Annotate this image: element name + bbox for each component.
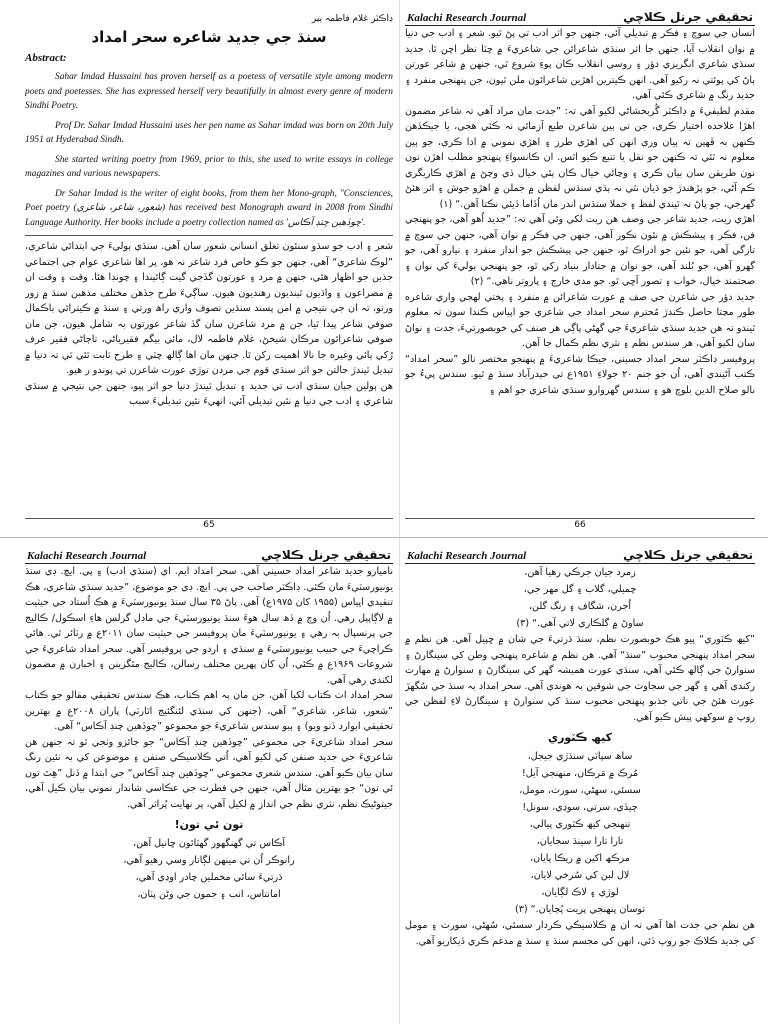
body-paragraph: ”کيھ ڪٽوري“ پيو ھڪ خوبصورت نظم، سنڌ ڌرتيءَ جي شان ۾ ڇپيل آھي. ھن نظم ۾ سحر امداد پنھنجي محبوب ”سنڌ“ آھي. ھن نظم ۾ شاعره پنھنجي وطن کي سينگارڻ ۽ سنوارڻ جي ڳالھ ڪئي آھي، سنڌي عورت ھميشہ گھر کي سينگارڻ ۽ سنوارڻ ۾ مھارت رکندي آھي ۽ گھر جي سجاوٽ جي شوقين بہ ھوندي آھي. سحر امداد بہ سنڌ جي سُگھڙ عورت ھئڻ جي ناتي جذبو پنھنجي محبوب سنڌ کي سنوارڻ ۽ سينگارڻ لاءِ لفظن جي روپ ۾ سوکھي پيش ڪيو آھي. — [405, 634, 755, 723]
poem-title: تون ئي تون! — [174, 818, 244, 831]
page-66 — [405, 8, 755, 530]
poem-line: چميلي، گلاب ۽ گل مهر جي، — [523, 584, 637, 595]
poem-line: اُجرن، شگاف ۽ رنگ گلن، — [528, 601, 632, 612]
poem-line: ساھ سپاٽي سنڌڙي جيجل، — [527, 751, 633, 762]
abstract-paragraph: She started writing poetry from 1969, prior to this, she used to write essays in college magazines and various newspapers. — [25, 154, 393, 179]
article-title: سنڌ جي جديد شاعره سحر امداد — [91, 28, 327, 46]
poem-line: ڌرتيءَ سائي مخمليں چادر اوڍي آھي، — [135, 872, 283, 883]
page-65 — [25, 8, 393, 530]
body-paragraph: اھڙي ريت، جديد شاعر جي وصف ھن ريت لکي وئي آھي تہ: ”جديد اُھو آھي، جو پنھنجي فن، فڪر ۽ پيشڪش ۾ نئون نڪور آھي، جنھن جي فڪر ۾ نوان آھي، جنھن جي سوچ ۾ تازگي آھي، جو نئين جو ادراڪ ٿو، جنھن جي پيشڪش جو انداز منفرد ۽ نيارو آھي، جو گھرو آھي، جو بُلند آھي، جو نوان ۾ جتادار بنياد رکي ٿو، جو پنھنجي ٻوليءَ کي نوان ۽ صحتمند خيال، خواب ۽ تصور آڇي ٿو. جو مدي خارج ۽ پاروتر ناھي.“ (۲) — [405, 214, 755, 287]
center-fold — [399, 0, 400, 1024]
poem-line: ساوڻ ۾ گلڪاري لاتي آھي.“ (۳) — [516, 618, 644, 629]
body-paragraph: ھن ٻولين جيان سنڌي ادب تي جديد ۽ تبديل ٿيندڙ دنيا جو اثر پيو، جنھن جي نتيجي ۾ سنڌي شاعري ۽ ادب جي دنيا ۾ نئين تبديلي آئي، انھيءَ نئين تبديليءَ سبب — [25, 380, 393, 407]
poem-line: ڄيڏي، سرتي، سوڍي، سونل! — [522, 802, 638, 813]
body-paragraph: شعر ۽ ادب جو سڌو سنئون تعلق انساني شعور سان آهي. سنڌي ٻوليءَ جي ابتدائي شاعري، ”لوڪ شاعري“ آهي، جنھن جو ڪو خاص فرد شاعر نہ ھو، پر اھا شاعري عوام جي اجتماعي جذبن جو اظھار ھئي، جنھن ۾ مرد ۽ عورتون گڏجي گيت ڳائيندا ۽ چونڊا ھئا. وقت ۽ وقت ان ۾ مصراعون ۽ واڌيون ٿينديون رهنديون ھيون. ساڳيءَ طرح جڏھن مختلف مذھبن سنڌ ۾ زور ورتو، تہ ان جي نتيجي ۾ امن پسند سنڌين تصوف واري راھ ورتي ۽ سنڌ ۾ ڪيترائي باڪمال صوفي شاعر پيدا ٿيا، جن ۾ مرد شاعرن سان گڏ شاعر عورتون بہ شامل ھيون، جن مان صوفي شاعرائون مرڪان شيخڻ، غلام فاطمہ لال، مائي بيگم فقيرياڻي، تاڄاڻي فقير عرف رُکي ٻائي وغيره جا نالا اهميت رکن ٿا. جنھن مان اھا ڳالھ چٽي ۽ طرح ثابت ٿئي ٿي تہ دنيا ۾ تبديل ٿيندڙ حالتن جو اثر سنڌي قوم جي مردن توڙي عورت شاعرن تي پوندو ر ھيو. — [25, 241, 393, 376]
divider — [25, 235, 393, 236]
body-paragraph: جديد دؤر جي شاعرن جي صف ۾ عورت شاعرائن ۾ منفرد ۽ پختي لھجي واري شاعره طور مڃتا حاصل ڪندڙ مُحترم سحر امداد جي شاعري جو اپياس ڪندا سون تہ معلوم ٿيندو تہ ھن جديد سنڌي شاعريءَ جي گھڻي پاڳي ھر صنف کي خوبصورتيءَ، جدت ۽ نواڻ سان لکيو آھي، ھر سندس نظم ۽ نثري نظم ڪمال جا آھن. — [405, 291, 755, 349]
journal-name-en: Kalachi Research Journal — [27, 550, 147, 562]
poem-line: تارا تارا سينڌ سجايان، — [536, 836, 624, 847]
poem-line: زمرد جيان جرڪي رھيا آھن، — [524, 567, 636, 578]
page-67 — [25, 546, 393, 1022]
body-paragraph: سحر امداد اٺ ڪتاب لکيا آھن، جن مان ٻہ اھم ڪتاب، ھڪ سندس تحقيقي مقالو جو ڪتاب ”شعور، شاعر، شاعري“ آھي، (جنھن کي سنڌي لئنگئيج اٿارٽي) پاران ۲۰۰۸ع ۾ بھترين تحقيقي ايوارڊ ڏنو ويو) ۽ ٻيو سندس شاعريءَ جو مجموعو ”چوڏھين چنڊ آڪاس“ آھي. — [25, 690, 393, 732]
horizontal-fold — [0, 537, 768, 538]
abstract-paragraph: Sahar Imdad Hussaini has proven herself as a poetess of versatile style among modern poets and poetesses. She has expressed herself very beautifully in almost every genre of modern Sindhi Poetry. — [25, 72, 393, 111]
body-paragraph: ناميارو جديد شاعر امداد حسيني آھي. سحر امداد ايم. اي (سنڌي ادب) ۽ پي. ايچ. ڊي سنڌ يونيورسٽيءَ مان ڪئي. ڊاڪٽر صاحب جي پي. ايچ. ڊي جو موضوع، ”جديد سنڌي شاعري، ھڪ تنقيدي اڀياس (۱۹۵۵ کان ۱۹۷۵ع) آھي. پاڻ ۳۵ سال سنڌ يونيورسٽيءَ ۾ ھڪ اُستاد جي حيثيت ۾ لاڳاپيل رھي. اُن وچ ۾ ڏھ سال ھوءَ سنڌ يونيورسٽيءَ جي ماڊل گرلس ھاءِ اسڪول/ ڪاليج جي پرنسپال بہ رھي ۽ يونيورسٽيءَ مان پروفيسر جي حيثيت سان ۲۰۱۱ع ۾ رٽائر ٿي. ھائي ڪراچيءَ جي حبيب يونيورسٽيءَ ۾ سنڌي ۽ اردو جي پروفيسر آھي. سحر امداد شاعريءَ جي شروعات ۱۹۶۹ع ۾ ڪئي، اُن کان پھرين مختلف رسالن، ڪاليج مئگزينن ۽ اخبارن ۾ مضمون لکندي رھي آھي. — [25, 566, 393, 686]
abstract-paragraph: Prof Dr. Sahar Imdad Hussaini uses her pen name as Sahar imdad was born on 20th July 1951 at Hyderabad Sindh. — [25, 120, 393, 145]
journal-name-en: Kalachi Research Journal — [407, 12, 527, 24]
running-header — [25, 546, 393, 564]
page-68 — [405, 546, 755, 1022]
journal-name-ur: تحقیقي جرنل ڪلاچي — [623, 548, 753, 562]
body-paragraph: مقدم لطيفيءَ ۾ ڊاڪٽر گُربخشاڻي لکيو آھي تہ: ”جدت مان مراد آھي تہ شاعر مضمون اھڙا علاحده اختيار ڪري، جن تي ٻين شاعرن طبع آزمائي نہ ڪئي ھجي، يا جيڪڏھن ڪنھن بہ ڦھين تہ ٻيان وري انھن کي اھڙي طرز ۽ اھڙي نموني ۾ ادا ڪري، جو ٻين معلوم نہ ٿئي تہ ڪنھن جو نقل يا تتبع ڪيو اٿس. ان ڪانسواءِ پنھنجو مطلب اھڙن نون نون طريقن سان بيان ڪري ۽ وڃائي خيال ڪان ٻئي خيال ڏي وڃڻ ۾ اھڙي ڪاريگري ڪم آڻي، جو پڙهندڙ جو ڌيان نٿي نہ ٻڌي سنڌس لفظن ۾ جملن ۾ اھڙو جوش ۽ اثر ھئڻ گھرجي، جو پاڻ نہ ٿيندي لفظ ۽ جملا سنڌس اندر مان اُڏاما ڏيئي نڪتا آھن.“ (۱) — [405, 105, 755, 210]
poem-line: مرڪھ اکين ۾ ريڪا پايان، — [530, 853, 630, 864]
body-paragraph: پروفيسر ڊاڪٽر سحر امداد حسيني، جيڪا شاعريءَ ۾ پنھنجو مختصر نالو ”سحر امداد“ ڪتب آڻيندي آھي، اُن جو جنم ۲۰ جولاءِ ۱۹۵۱ع تي حيدرآباد سنڌ ۾ ٿيو. سندس پيءُ جو نالو صلاح الدين بلوچ ھو ۽ سندس گھروارو سنڌي شاعري جو اھم ۽ — [405, 353, 755, 396]
journal-name-en: Kalachi Research Journal — [407, 550, 527, 562]
abstract-paragraph: Dr Sahar Imdad is the writer of eight books, from them her Mono-graph, "Consciences, Poet poetry (شعور، شاعر، شاعري) has received best Monograph award in 2008 from Sindhi Language Authority. Her books include a poetry collection named as 'چوڏهين چنڊ آڪاس'. — [25, 188, 393, 228]
abstract-heading: Abstract: — [25, 52, 67, 64]
body-paragraph: سحر امداد شاعريءَ جي مجموعي ”چوڏھين چنڊ آڪاس“ جو جائزو وٺجي ٿو تہ جنھن ھن شاعريءَ جي جديد صنفن کي لکيو آھي، اُتي ڪلاسيڪي صنفن ۽ موضوعن کي بہ نئين رنگ سان بيان ڪيو آھي. سندس شعري مجموعي ”چوڏھين چنڊ آڪاس“ جي ابتدا ۾ ڏنل ”ھِتَ تون ئي تون“ جو بھترين مثال آھي، جنھن جي فطرت جي عڪاسي شاندار نموني بيان ڪيل آھي، جيتوڻيڪ نظم، نثري نظم جي انداز ۾ لکيل آھي، پر نھايت پُراثر آھي. — [25, 736, 393, 810]
poem-line: امانتاس، انب ۽ جمون جي وڻن پٺان، — [137, 889, 281, 900]
running-header — [405, 546, 755, 564]
poem-line: سسئي، سھڻي، سورٺ، مومل، — [519, 785, 641, 796]
poem-line: توسان پنھنجي پريت پُڄايان.“ (۳) — [514, 904, 646, 915]
page-number: 66 — [405, 518, 755, 530]
poem-line: لوڙي ۽ لاڪ لڳايان، — [541, 887, 619, 898]
poem-line: مُرڪ ۾ مَرڪان، منھنجي آيل! — [521, 768, 639, 779]
poem-line: رانوڪر اُن تي مينھن لڳاتار وسي رھيو آھي، — [123, 855, 295, 866]
poem-title: کيھ ڪٽوري — [547, 731, 612, 744]
poem-line: لال لبن کي سُرخي لايان، — [530, 870, 630, 881]
body-paragraph: انسان جي سوچ ۽ فڪر ۾ تبديلي آئي، جنھن جو اثر ادب تي پڻ ٿيو. شعر ۽ ادب جي دنيا ۾ نوان انقلاب آيا، جنھن جا اثر سنڌي شاعرائن جي شاعريءَ ۾ چٽا نظر اچن ٿا. جديد سنڌي شاعري انگريزي دؤر ۽ روسي انقلاب ڪان پوءِ شروع ٿي، جنھن ۾ شاعر عورتن ٻاڻ کي پوئتي نہ رکيو آھي. انھن ڪيترين اھڙين شاعرائون ملن ٿيون، جن پنھنجي منفرد ۽ جديد رنگ ۾ شاعري ڪئي آھي. — [405, 28, 755, 101]
poem-line: تنھنجي کيھ ڪٽوري پيالي، — [529, 819, 631, 830]
page-number: 65 — [25, 518, 393, 530]
poem-line: آڪاس تي گھنگھور گھٽائون ڇانيل آھن، — [132, 838, 286, 849]
body-paragraph: ھن نظم جي جدت اھا آھي تہ ان ۾ ڪلاسيڪي ڪردار سسئي، سُھڻي، سورٺ ۽ مومل کي جديد ڪلاڪ جو روپ ڏئي، انھن کي مجسم سنڌ ۽ سنڌ ۾ مدغم ڪري ڏيکاريو آھي. — [405, 920, 755, 947]
running-header — [405, 8, 755, 26]
journal-name-ur: تحقیقي جرنل ڪلاچي — [623, 10, 753, 24]
journal-name-ur: تحقیقي جرنل ڪلاچي — [261, 548, 391, 562]
author-name: ڊاڪٽر غلام فاطمہ ٻير — [311, 14, 393, 24]
